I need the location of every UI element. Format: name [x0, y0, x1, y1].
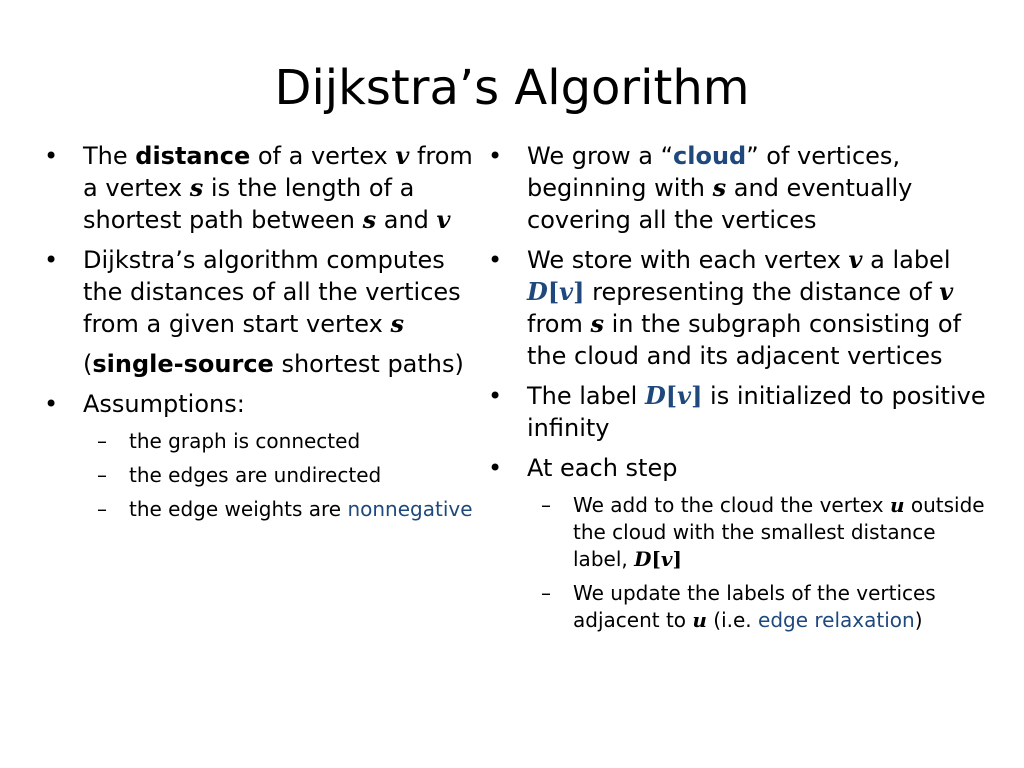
single-source-note: (single-source shortest paths): [83, 350, 464, 378]
bullet-dot: •: [488, 454, 503, 482]
left-column: [44, 140, 474, 530]
bullet-dot: •: [488, 142, 503, 170]
dash-marker: –: [541, 493, 551, 517]
dash-marker: –: [97, 497, 107, 521]
label-d-of-v: D[v]: [527, 277, 585, 306]
sub-bullet-nonnegative: – the edge weights are nonnegative: [97, 497, 473, 521]
var-v: v: [436, 205, 451, 234]
var-s: s: [189, 173, 204, 202]
var-s: s: [590, 309, 604, 338]
var-s: s: [390, 309, 404, 338]
bullet-each-step: • At each step: [488, 454, 678, 482]
sub-bullet-update-labels: – We update the labels of the vertices adjacent to u (i.e. edge relaxation): [541, 581, 936, 632]
slide-title: Dijkstra’s Algorithm: [274, 60, 750, 116]
sub-bullet-add-vertex: – We add to the cloud the vertex u outside the cloud with the smallest distance label, D[v]: [541, 493, 985, 571]
term-single-source: single-source: [92, 350, 274, 378]
term-distance: distance: [135, 142, 251, 170]
term-edge-relaxation: edge relaxation: [758, 608, 915, 632]
bullet-dot: •: [44, 142, 59, 170]
dash-marker: –: [97, 429, 107, 453]
var-v: v: [939, 277, 954, 306]
label-d-of-v: D[v]: [634, 547, 682, 571]
var-s: s: [362, 205, 377, 234]
dash-marker: –: [97, 463, 107, 487]
var-v: v: [395, 141, 410, 170]
var-u: u: [692, 608, 707, 632]
bullet-dot: •: [488, 382, 503, 410]
sub-bullet-connected: – the graph is connected: [97, 429, 361, 453]
bullet-grow-cloud: • We grow a “cloud” of vertices, beginning with s and eventually covering all the vertices: [488, 142, 913, 234]
bullet-dot: •: [488, 246, 503, 274]
bullet-store-label: • We store with each vertex v a label D[v] representing the distance of v from s in the subgraph consisting of the cloud and its adjacent vertices: [488, 245, 962, 370]
term-cloud: cloud: [673, 142, 747, 170]
bullet-dot: •: [44, 390, 59, 418]
bullet-dijkstra-computes: • Dijkstra’s algorithm computes the distances of all the vertices from a given start vertex s: [44, 246, 461, 338]
term-nonnegative: nonnegative: [347, 497, 473, 521]
var-u: u: [889, 493, 905, 517]
sub-bullet-undirected: – the edges are undirected: [97, 463, 382, 487]
right-column: [488, 140, 988, 641]
bullet-dot: •: [44, 246, 59, 274]
var-v: v: [848, 245, 863, 274]
var-s: s: [712, 173, 727, 202]
bullet-label-init: • The label D[v] is initialized to positive infinity: [488, 381, 986, 442]
label-d-of-v: D[v]: [644, 381, 703, 410]
dash-marker: –: [541, 581, 551, 605]
bullet-distance-definition: • The distance of a vertex v from a vertex s is the length of a shortest path between s and v: [44, 141, 473, 234]
bullet-assumptions: • Assumptions:: [44, 390, 245, 418]
